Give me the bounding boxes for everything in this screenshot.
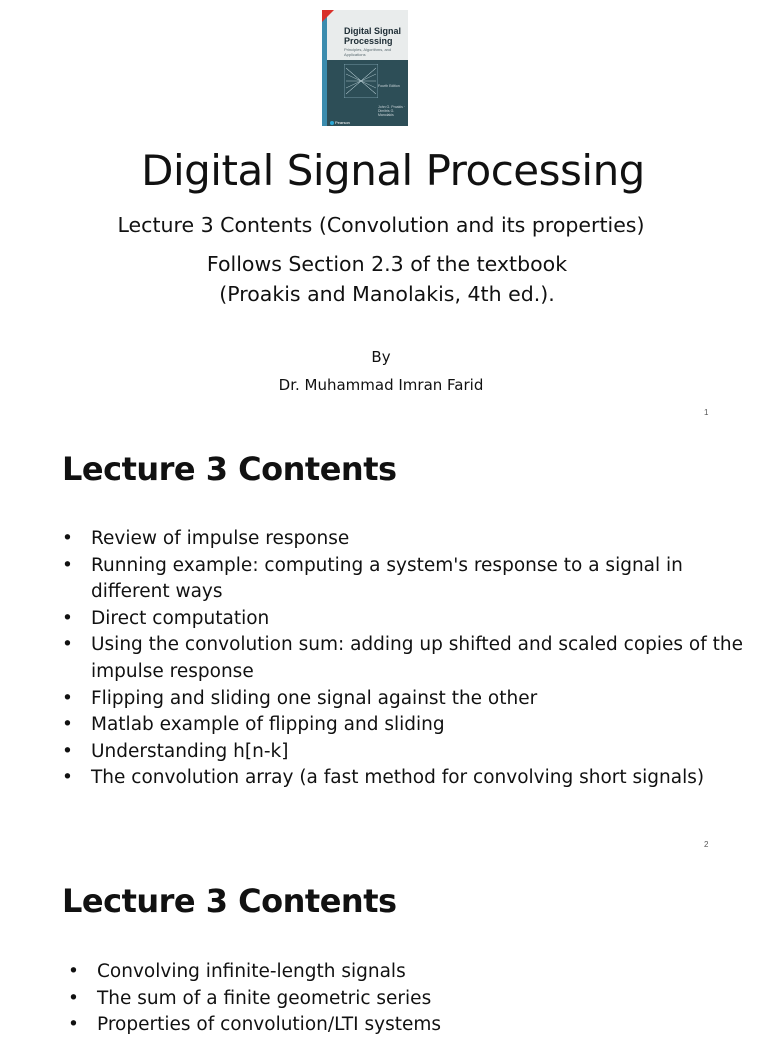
slide-source-note: Follows Section 2.3 of the textbook (Proakis and Manolakis, 4th ed.).: [206, 252, 568, 306]
by-label: By: [371, 348, 391, 366]
slide-subtitle: Lecture 3 Contents (Convolution and its properties): [117, 213, 645, 237]
cover-title-line2: Processing: [344, 36, 393, 46]
list-item: • Convolving infinite-length signals: [68, 959, 758, 986]
list-item: • Properties of convolution/LTI systems: [68, 1012, 758, 1039]
list-item: • The sum of a finite geometric series: [68, 986, 758, 1013]
cover-title: [344, 26, 408, 57]
slide-1: [0, 0, 768, 432]
cover-publisher-logo: [330, 120, 350, 125]
cover-corner-badge: [322, 10, 334, 22]
list-item: • Direct computation: [62, 606, 762, 633]
author-name: Dr. Muhammad Imran Farid: [278, 376, 484, 394]
list-item: • Understanding h[n-k]: [62, 739, 762, 766]
cover-title-line1: Digital Signal: [344, 26, 402, 36]
cover-authors: John G. Proakis · Dimitris G. Manolakis: [378, 105, 406, 117]
slide-2: [0, 432, 768, 864]
contents-list: [68, 959, 758, 1039]
contents-list: [62, 526, 762, 792]
cover-stripe: [322, 10, 327, 126]
list-item: • The convolution array (a fast method for convolving short signals): [62, 765, 762, 792]
cover-subtitle: Principles, Algorithms, and Applications: [344, 47, 392, 57]
cover-edition: Fourth Edition: [378, 84, 400, 88]
list-item: • Using the convolution sum: adding up shifted and scaled copies of the impulse response: [62, 632, 762, 685]
cover-network-illustration: [344, 64, 378, 98]
contents-heading: Lecture 3 Contents: [62, 882, 397, 920]
contents-heading: Lecture 3 Contents: [62, 450, 397, 488]
list-item: • Review of impulse response: [62, 526, 762, 553]
cover-publisher: Pearson: [335, 120, 350, 125]
page-number: 1: [704, 408, 709, 417]
slide-title: Digital Signal Processing: [141, 146, 645, 195]
slide-3: [0, 864, 768, 1036]
page-number: 2: [704, 840, 709, 849]
book-cover-image: [322, 10, 408, 126]
list-item: • Running example: computing a system's response to a signal in different ways: [62, 553, 762, 606]
publisher-logo-icon: [330, 121, 334, 125]
list-item: • Matlab example of flipping and sliding: [62, 712, 762, 739]
list-item: • Flipping and sliding one signal against the other: [62, 686, 762, 713]
